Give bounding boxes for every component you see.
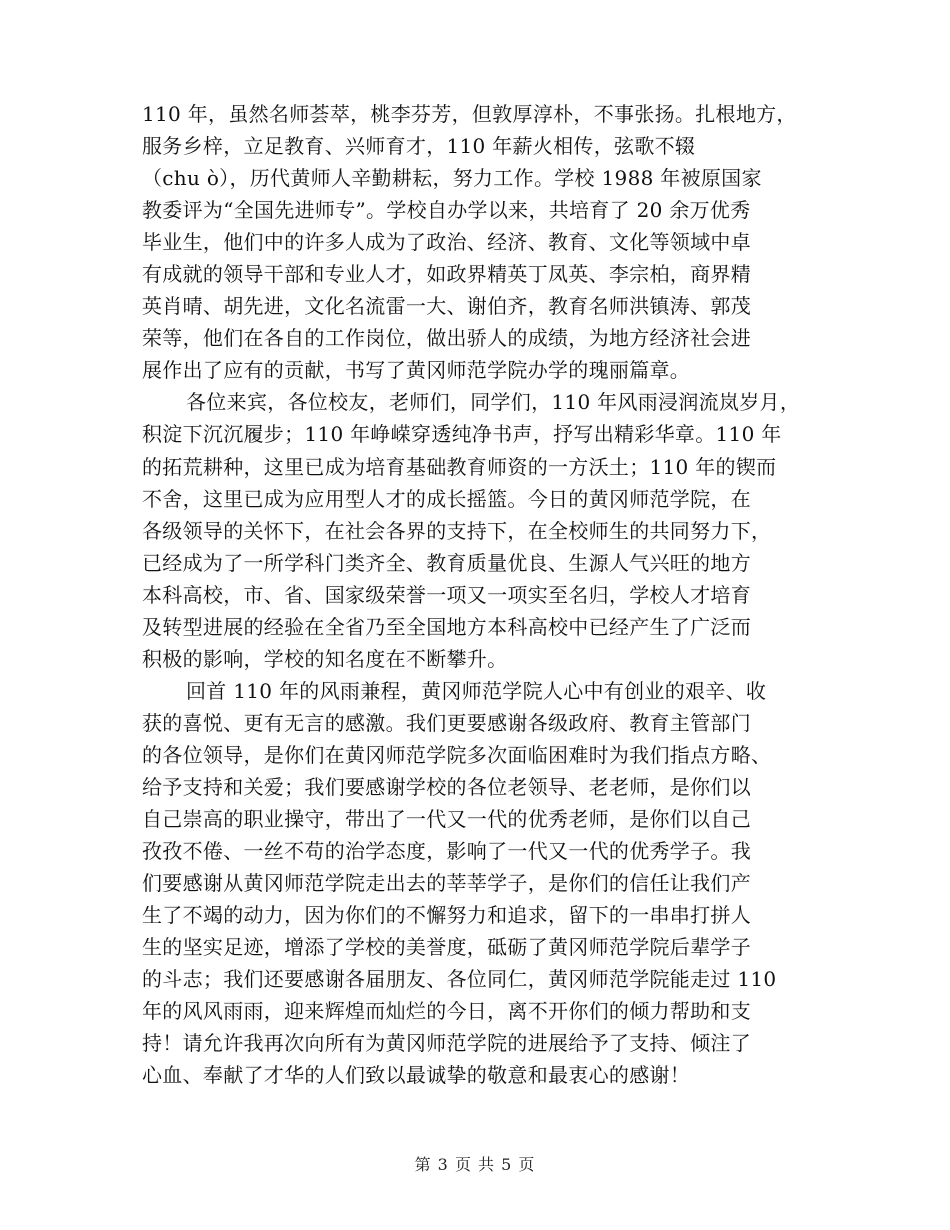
text-line: 持！请允许我再次向所有为黄冈师范学院的进展给予了支持、倾注了 xyxy=(142,1031,751,1056)
text-line: 生了不竭的动力，因为你们的不懈努力和追求，留下的一串串打拼人 xyxy=(142,903,751,928)
page-number-footer: 第 3 页 共 5 页 xyxy=(414,1155,536,1174)
text-line: 教委评为“全国先进师专”。学校自办学以来，共培育了 20 余万优秀 xyxy=(142,198,751,223)
text-line: 给予支持和关爱；我们要感谢学校的各位老领导、老老师，是你们以 xyxy=(142,774,751,799)
text-line: 本科高校，市、省、国家级荣誉一项又一项实至名归，学校人才培育 xyxy=(142,582,751,607)
text-line: 已经成为了一所学科门类齐全、教育质量优良、生源人气兴旺的地方 xyxy=(142,550,751,575)
text-line: 有成就的领导干部和专业人才，如政界精英丁凤英、李宗柏，商界精 xyxy=(142,262,751,287)
text-line: 的各位领导，是你们在黄冈师范学院多次面临困难时为我们指点方略、 xyxy=(142,742,772,767)
text-line: 心血、奉献了才华的人们致以最诚挚的敬意和最衷心的感谢！ xyxy=(142,1063,691,1088)
text-line: 及转型进展的经验在全省乃至全国地方本科高校中已经产生了广泛而 xyxy=(142,614,751,639)
text-line: 们要感谢从黄冈师范学院走出去的莘莘学子，是你们的信任让我们产 xyxy=(142,871,751,896)
text-line: 英肖晴、胡先进，文化名流雷一大、谢伯齐，教育名师洪镇涛、郭茂 xyxy=(142,294,751,319)
text-line: 荣等，他们在各自的工作岗位，做出骄人的成绩，为地方经济社会进 xyxy=(142,326,751,351)
text-line: 积极的影响，学校的知名度在不断攀升。 xyxy=(142,646,508,671)
text-line: 展作出了应有的贡献，书写了黄冈师范学院办学的瑰丽篇章。 xyxy=(142,358,691,383)
text-line: 自己崇高的职业操守，带出了一代又一代的优秀老师，是你们以自己 xyxy=(142,807,751,832)
text-line: 服务乡梓，立足教育、兴师育才，110 年薪火相传，弦歌不辍 xyxy=(142,134,696,159)
text-line: 孜孜不倦、一丝不苟的治学态度，影响了一代又一代的优秀学子。我 xyxy=(142,839,751,864)
text-line: 生的坚实足迹，增添了学校的美誉度，砥砺了黄冈师范学院后辈学子 xyxy=(142,935,751,960)
text-line: 回首 110 年的风雨兼程，黄冈师范学院人心中有创业的艰辛、收 xyxy=(186,678,767,703)
text-line: 年的风风雨雨，迎来辉煌而灿烂的今日，离不开你们的倾力帮助和支 xyxy=(142,999,751,1024)
text-line: 的拓荒耕种，这里已成为培育基础教育师资的一方沃土；110 年的锲而 xyxy=(142,454,777,479)
text-line: 110 年，虽然名师荟萃，桃李芬芳，但敦厚淳朴，不事张扬。扎根地方， xyxy=(142,102,797,126)
text-line: （chu ò），历代黄师人辛勤耕耘，努力工作。学校 1988 年被原国家 xyxy=(142,166,762,191)
text-line: 各位来宾，各位校友，老师们，同学们，110 年风雨浸润流岚岁月， xyxy=(186,390,801,415)
text-line: 各级领导的关怀下，在社会各界的支持下，在全校师生的共同努力下， xyxy=(142,518,772,543)
text-line: 的斗志；我们还要感谢各届朋友、各位同仁，黄冈师范学院能走过 110 xyxy=(142,967,777,992)
text-line: 不舍，这里已成为应用型人才的成长摇篮。今日的黄冈师范学院，在 xyxy=(142,486,751,511)
text-line: 获的喜悦、更有无言的感激。我们更要感谢各级政府、教育主管部门 xyxy=(142,710,751,735)
text-line: 积淀下沉沉履步；110 年峥嵘穿透纯净书声，抒写出精彩华章。110 年 xyxy=(142,422,782,447)
text-line: 毕业生，他们中的许多人成为了政治、经济、教育、文化等领域中卓 xyxy=(142,230,751,255)
document-body xyxy=(142,98,842,1091)
